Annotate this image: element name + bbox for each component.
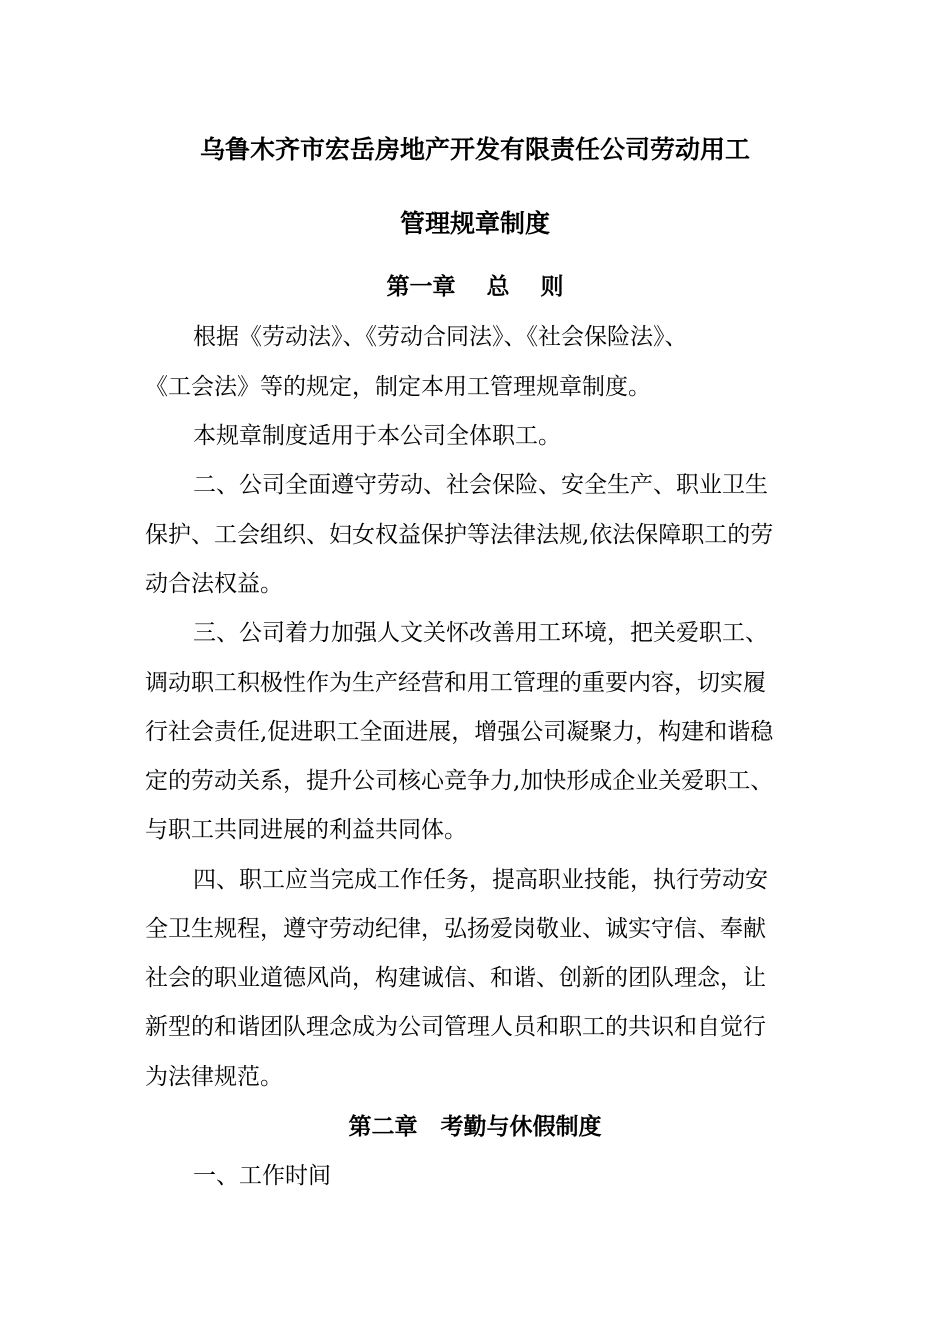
paragraph-line: 三、公司着力加强人文关怀改善用工环境，把关爱职工、: [193, 620, 768, 646]
paragraph-line: 社会的职业道德风尚，构建诚信、和谐、创新的团队理念，让: [145, 965, 766, 991]
paragraph-line: 本规章制度适用于本公司全体职工。: [193, 423, 561, 449]
paragraph-line: 行社会责任,促进职工全面进展，增强公司凝聚力，构建和谐稳: [145, 719, 774, 745]
paragraph-line: 全卫生规程，遵守劳动纪律，弘扬爱岗敬业、诚实守信、奉献: [145, 916, 766, 942]
section-heading-work-time: 一、工作时间: [193, 1163, 331, 1189]
paragraph-line: 根据《劳动法》、《劳动合同法》、《社会保险法》、: [193, 324, 688, 350]
document-title-line-1: 乌鲁木齐市宏岳房地产开发有限责任公司劳动用工: [199, 135, 750, 164]
paragraph-line: 二、公司全面遵守劳动、社会保险、安全生产、职业卫生: [193, 472, 768, 498]
chapter-1-heading: 第一章 总 则: [386, 274, 564, 300]
paragraph-line: 定的劳动关系，提升公司核心竞争力,加快形成企业关爱职工、: [145, 768, 774, 794]
paragraph-line: 四、职工应当完成工作任务，提高职业技能，执行劳动安: [193, 867, 768, 893]
paragraph-line: 保护、工会组织、妇女权益保护等法律法规,依法保障职工的劳: [145, 522, 774, 548]
paragraph-line: 调动职工积极性作为生产经营和用工管理的重要内容，切实履: [145, 670, 766, 696]
paragraph-line: 与职工共同进展的利益共同体。: [145, 817, 467, 843]
chapter-2-heading: 第二章 考勤与休假制度: [348, 1114, 602, 1140]
paragraph-line: 为法律规范。: [145, 1064, 283, 1090]
paragraph-line: 新型的和谐团队理念成为公司管理人员和职工的共识和自觉行: [145, 1014, 766, 1040]
paragraph-line: 《工会法》等的规定，制定本用工管理规章制度。: [145, 374, 651, 400]
paragraph-line: 动合法权益。: [145, 571, 283, 597]
document-title-line-2: 管理规章制度: [399, 209, 550, 238]
